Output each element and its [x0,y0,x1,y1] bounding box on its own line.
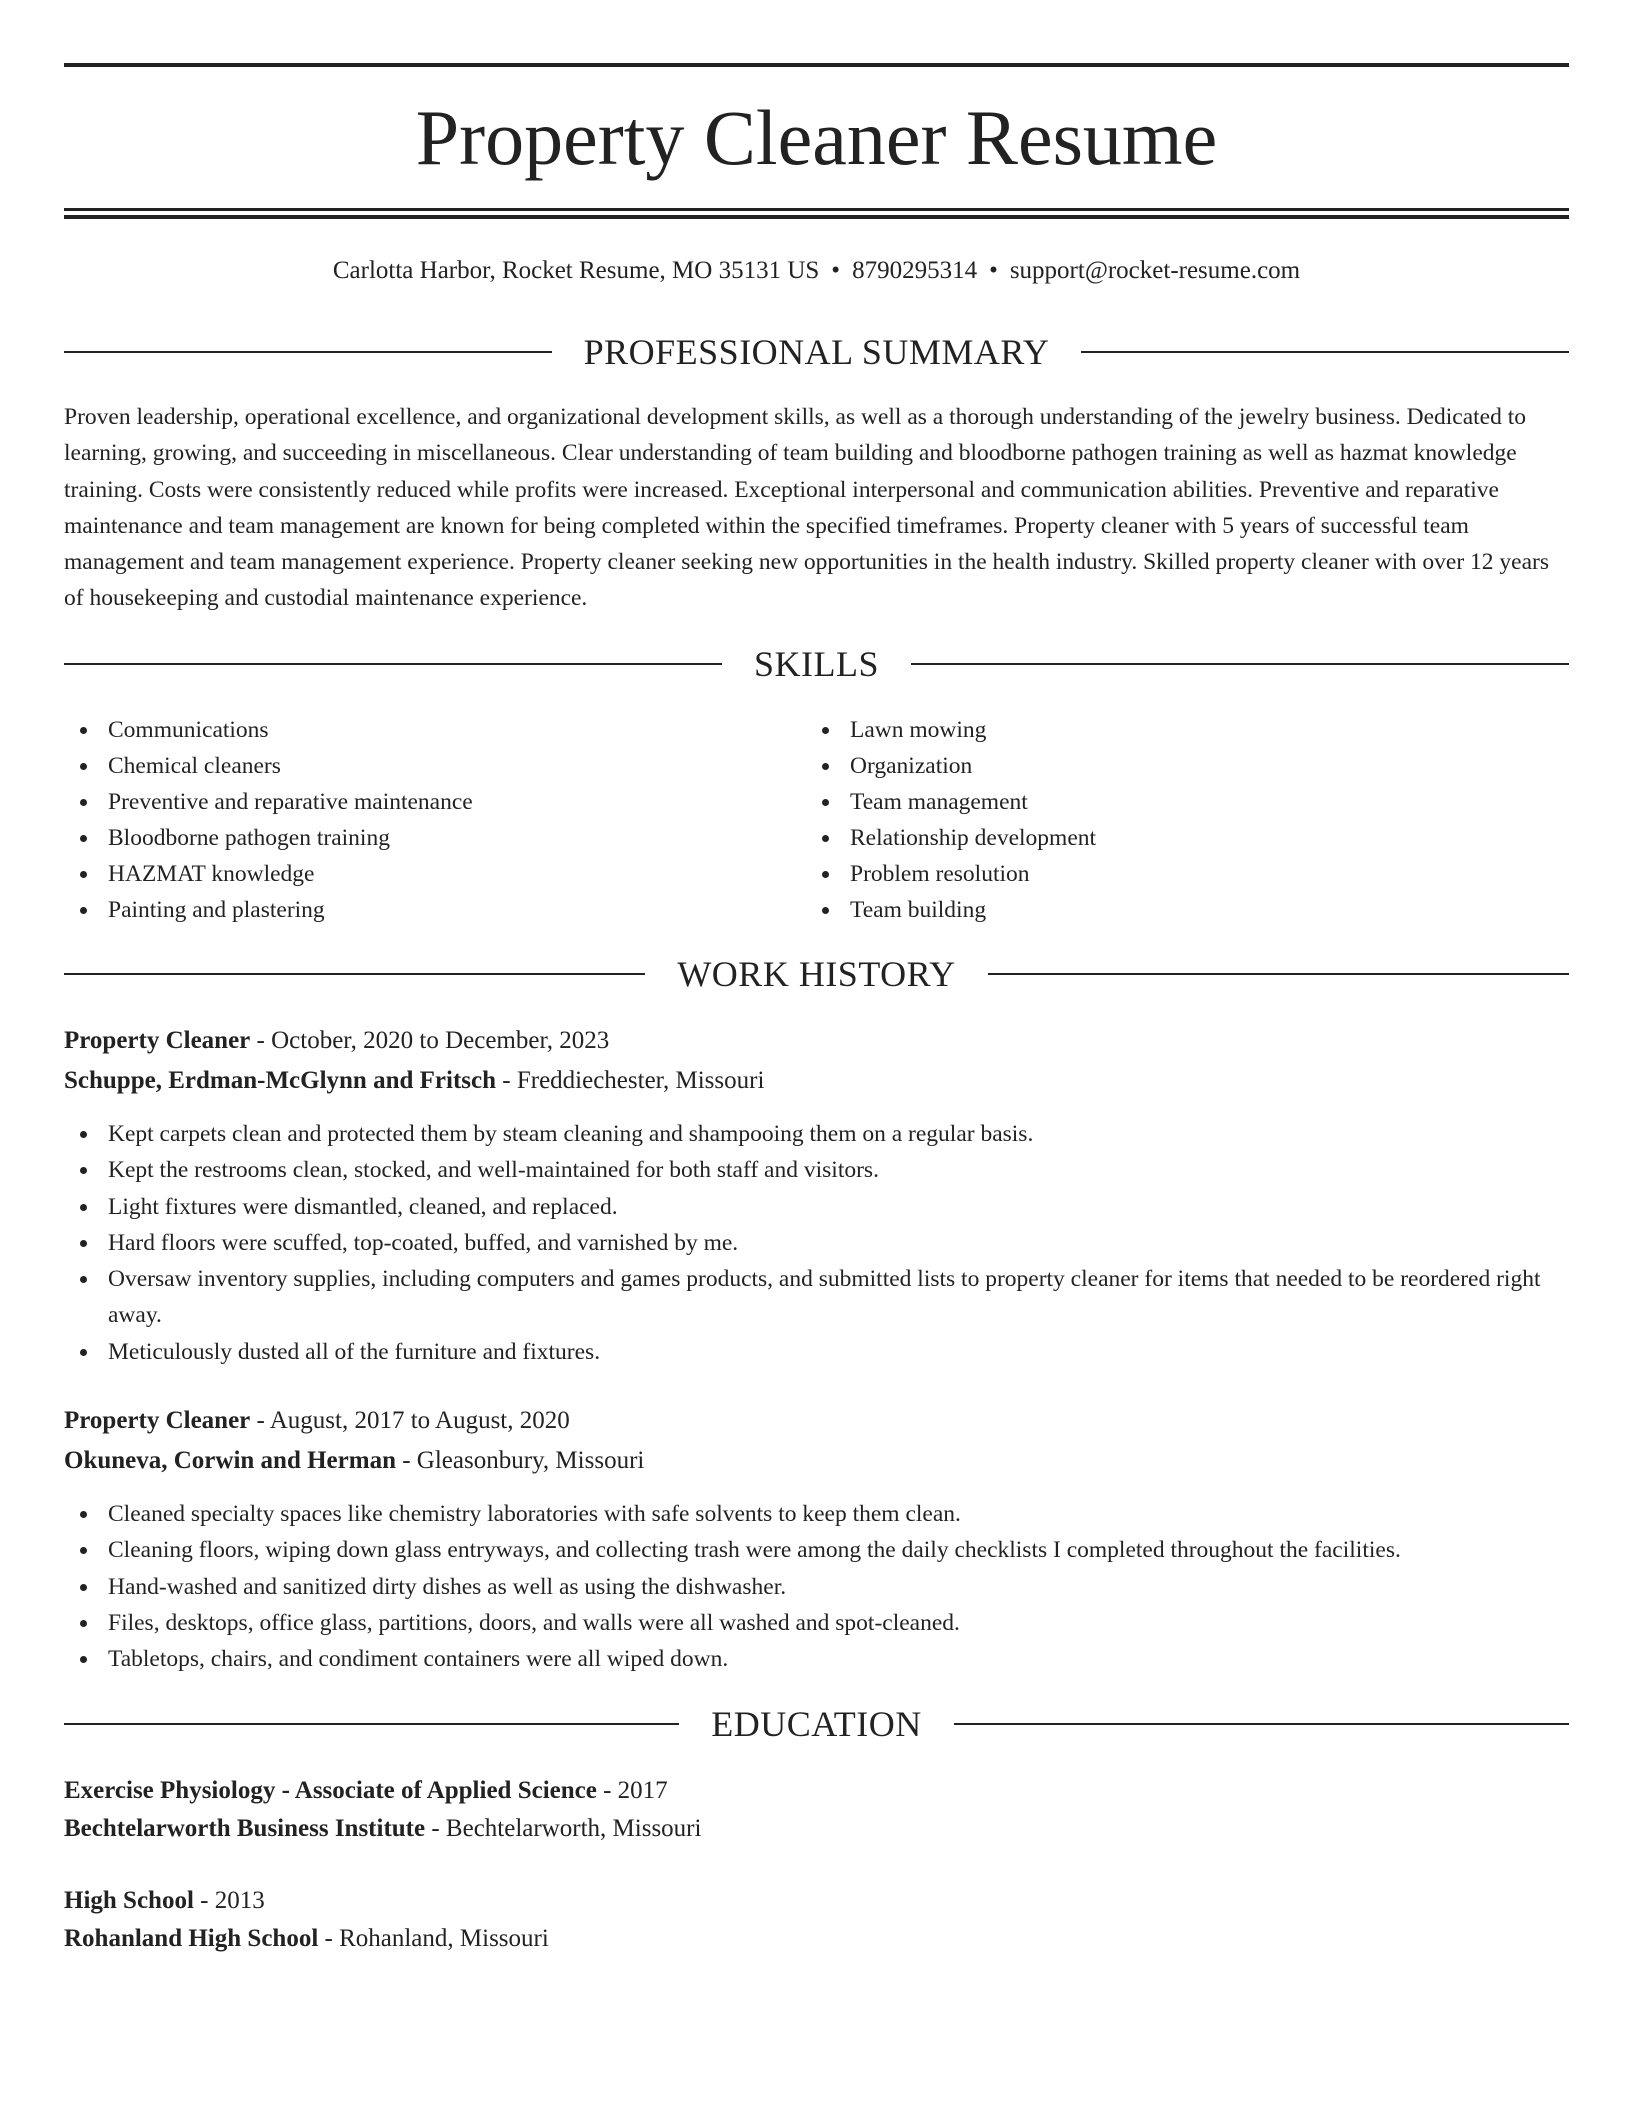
education-school-line [64,1922,1569,1956]
heading-rule-right [988,973,1569,975]
job-dates: - August, 2017 to August, 2020 [250,1407,570,1434]
job-title-line [64,1024,1569,1058]
job-bullets [64,1496,1569,1677]
title-double-rule [64,208,1569,219]
heading-rule-left [64,663,722,665]
job-location: - Freddiechester, Missouri [496,1067,765,1094]
heading-rule-right [954,1723,1569,1725]
summary-section-heading [64,330,1569,374]
contact-address: Carlotta Harbor, Rocket Resume, MO 35131 US [332,257,820,284]
top-rule [64,63,1569,67]
job-title: Property Cleaner [64,1407,251,1434]
heading-rule-left [64,351,552,353]
skill-item: Bloodborne pathogen training [64,820,804,856]
contact-line [64,254,1569,288]
skills-section-heading [64,642,1569,686]
contact-separator: • [831,257,841,284]
job-bullet: Meticulously dusted all of the furniture and fixtures. [64,1334,1569,1370]
job-bullet: Kept the restrooms clean, stocked, and well-maintained for both staff and visitors. [64,1152,1569,1188]
education-degree-line [64,1884,1569,1918]
job-bullet: Hand-washed and sanitized dirty dishes as well as using the dishwasher. [64,1569,1569,1605]
education-year: - 2013 [193,1887,265,1914]
skill-item: Communications [64,712,804,748]
skill-item: Organization [806,748,1546,784]
skills-heading: SKILLS [754,644,880,684]
job-bullet: Kept carpets clean and protected them by steam cleaning and shampooing them on a regular basis. [64,1116,1569,1152]
job-bullet: Cleaning floors, wiping down glass entryways, and collecting trash were among the daily checklists I completed throughout the facilities. [64,1532,1569,1568]
contact-phone: 8790295314 [852,257,978,284]
job-company-line [64,1064,1569,1098]
job-bullet: Light fixtures were dismantled, cleaned, and replaced. [64,1189,1569,1225]
education-degree: High School [64,1887,194,1914]
heading-rule-left [64,973,645,975]
education-year: - 2017 [596,1777,668,1804]
skills-list-right [806,712,1546,928]
job-company: Schuppe, Erdman-McGlynn and Fritsch [64,1067,497,1094]
skill-item: HAZMAT knowledge [64,856,804,892]
job-company: Okuneva, Corwin and Herman [64,1447,396,1474]
job-bullet: Tabletops, chairs, and condiment containers were all wiped down. [64,1641,1569,1677]
skill-item: Painting and plastering [64,892,804,928]
job-bullet: Oversaw inventory supplies, including computers and games products, and submitted lists to property cleaner for items that needed to be reordered right away. [64,1261,1569,1334]
education-degree: Exercise Physiology - Associate of Applied Science [64,1777,597,1804]
job-title-line [64,1404,1569,1438]
education-degree-line [64,1774,1569,1808]
summary-heading: PROFESSIONAL SUMMARY [583,332,1050,372]
education-school: Rohanland High School [64,1925,319,1952]
skill-item: Preventive and reparative maintenance [64,784,804,820]
skill-item: Chemical cleaners [64,748,804,784]
skill-item: Team management [806,784,1546,820]
summary-text: Proven leadership, operational excellence, and organizational development skills, as well as a thorough understanding of the jewelry business. Dedicated to learning, growing, and succeeding in miscellaneous. Clear understanding of team building and bloodborne pathogen training as well as hazmat knowledge training. Costs were consistently reduced while profits were increased. Exceptional interpersonal and communication abilities. Preventive and reparative maintenance and team management are known for being completed within the specified timeframes. Property cleaner with 5 years of successful team management and team management experience. Property cleaner seeking new opportunities in the health industry. Skilled property cleaner with over 12 years of housekeeping and custodial maintenance experience. [64,404,1549,612]
job-dates: - October, 2020 to December, 2023 [250,1027,610,1054]
heading-rule-left [64,1723,679,1725]
skill-item: Lawn mowing [806,712,1546,748]
work-section-heading [64,952,1569,996]
heading-rule-right [911,663,1569,665]
education-school: Bechtelarworth Business Institute [64,1815,426,1842]
job-bullets [64,1116,1569,1370]
education-location: - Bechtelarworth, Missouri [425,1815,702,1842]
heading-rule-right [1081,351,1569,353]
work-heading: WORK HISTORY [677,954,956,994]
skills-list-left [64,712,804,928]
job-title: Property Cleaner [64,1027,251,1054]
job-location: - Gleasonbury, Missouri [395,1447,645,1474]
resume-title: Property Cleaner Resume [415,94,1218,181]
job-bullet: Cleaned specialty spaces like chemistry laboratories with safe solvents to keep them clean. [64,1496,1569,1532]
skill-item: Team building [806,892,1546,928]
contact-separator: • [989,257,998,284]
education-heading: EDUCATION [711,1704,922,1744]
job-bullet: Files, desktops, office glass, partitions, doors, and walls were all washed and spot-cleaned. [64,1605,1569,1641]
education-location: - Rohanland, Missouri [318,1925,549,1952]
contact-email: support@rocket-resume.com [1009,257,1301,284]
job-bullet: Hard floors were scuffed, top-coated, buffed, and varnished by me. [64,1225,1569,1261]
skill-item: Problem resolution [806,856,1546,892]
skill-item: Relationship development [806,820,1546,856]
job-company-line [64,1444,1569,1478]
education-section-heading [64,1702,1569,1746]
education-school-line [64,1812,1569,1846]
